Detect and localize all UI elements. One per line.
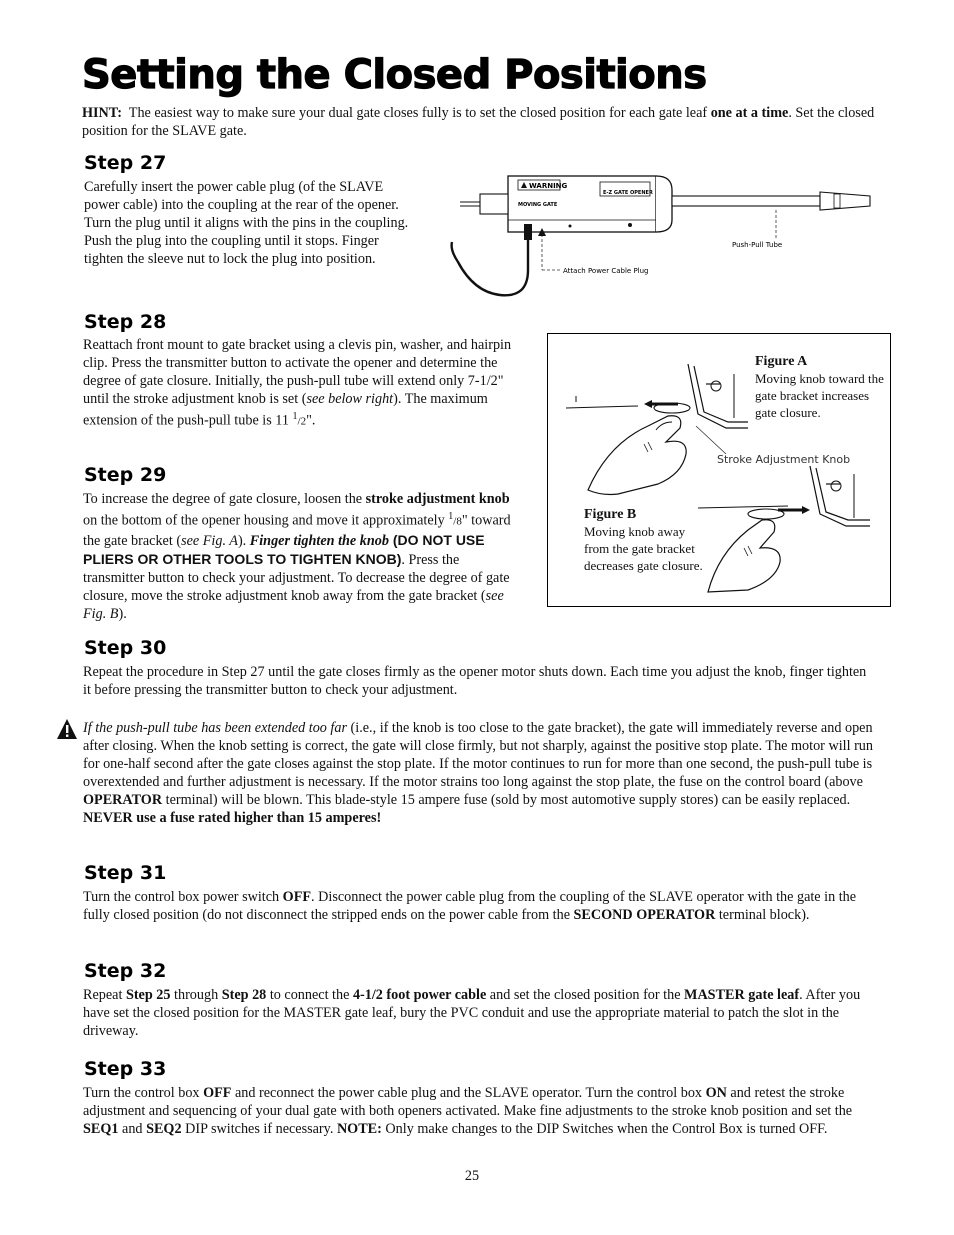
- step-33-t1: Turn the control box: [83, 1085, 204, 1101]
- step-29-ref-b: see Fig. B: [83, 587, 504, 622]
- step-33-note: NOTE:: [336, 1121, 382, 1137]
- opener-illustration: [440, 170, 880, 305]
- step-32-t3: to connect the: [266, 987, 353, 1003]
- label-warning: WARNING: [529, 182, 568, 190]
- step-29-text: [83, 490, 515, 623]
- step-29-frac-num: 1: [448, 511, 454, 522]
- step-32-step25: Step 25: [125, 987, 171, 1003]
- step-32-t1: Repeat: [83, 987, 126, 1003]
- step-31-t1: Turn the control box power switch: [83, 889, 283, 905]
- warning-icon: [56, 718, 78, 740]
- step-27-heading: Step 27: [84, 152, 167, 174]
- step-31-heading: Step 31: [84, 862, 167, 884]
- figure-b-caption: Moving knob away from the gate bracket decreases gate closure.: [584, 524, 703, 573]
- step-33-off: OFF: [203, 1085, 232, 1101]
- hint-text: The easiest way to make sure your dual gate closes fully is to set the closed position for each gate leaf: [128, 105, 708, 121]
- warning-fuse-rule: NEVER use a fuse rated higher than 15 amperes!: [83, 810, 382, 826]
- step-33-t6: Only make changes to the DIP Switches when the Control Box is turned OFF.: [381, 1121, 828, 1137]
- label-moving-gate: MOVING GATE: [518, 202, 558, 208]
- warning-t2: terminal) will be blown. This blade-style 15 ampere fuse (sold by most automotive supply stores) can be easily replaced.: [162, 792, 851, 808]
- step-33-text: [83, 1084, 873, 1138]
- step-33-t2: and reconnect the power cable plug and the SLAVE operator. Turn the control box: [231, 1085, 706, 1101]
- step-31-off: OFF: [282, 889, 312, 905]
- label-push-pull-tube: Push-Pull Tube: [732, 241, 783, 249]
- label-brand: E-Z GATE OPENER: [603, 190, 653, 196]
- power-cable: [452, 224, 532, 295]
- step-29-knob-term: stroke adjustment knob: [365, 491, 510, 507]
- step-29-heading: Step 29: [84, 464, 167, 486]
- step-32-heading: Step 32: [84, 960, 167, 982]
- plug-arrow: [538, 228, 560, 270]
- step-32-t4: and set the closed position for the: [486, 987, 685, 1003]
- warning-italic: If the push-pull tube has been extended too far: [83, 720, 347, 736]
- page-title: Setting the Closed Positions: [82, 52, 707, 98]
- figure-b-knob: [748, 506, 810, 519]
- figure-b-caption-block: [584, 507, 710, 574]
- figure-a-title: Figure A: [755, 354, 808, 369]
- step-32-t5: . After you have set the closed position for the MASTER gate leaf, bury the PVC conduit and use the appropriate material to patch the slot in the driveway.: [83, 987, 861, 1039]
- step-28-heading: Step 28: [84, 311, 167, 333]
- step-29-t2: on the bottom of the opener housing and move it approximately: [83, 512, 449, 529]
- warning-operator: OPERATOR: [83, 792, 163, 808]
- step-32-step28: Step 28: [221, 987, 267, 1003]
- step-29-frac-den: /8: [453, 515, 462, 528]
- step-29-caps-warning: (DO NOT USE PLIERS OR OTHER TOOLS TO TIGHTEN KNOB): [83, 531, 485, 567]
- step-33-seq1: SEQ1: [83, 1121, 119, 1137]
- step-33-heading: Step 33: [84, 1058, 167, 1080]
- step-31-t2: . Disconnect the power cable plug from the coupling of the SLAVE operator with the gate in the fully closed position (do not disconnect the stripped ends on the power cable from the: [83, 889, 857, 923]
- step-31-t3: terminal block).: [715, 907, 810, 923]
- page-number: 25: [464, 1168, 480, 1184]
- label-attach-plug: Attach Power Cable Plug: [563, 267, 649, 275]
- figure-a-hand: [588, 416, 686, 495]
- figure-b-bracket: [698, 466, 870, 526]
- figure-a-bracket: [566, 364, 748, 428]
- step-31-second-operator: SECOND OPERATOR: [573, 907, 716, 923]
- step-28-text: [83, 336, 513, 431]
- step-30-heading: Step 30: [84, 637, 167, 659]
- hint-text-end: . Set the closed position for the SLAVE gate.: [82, 105, 875, 139]
- step-32-master-leaf: MASTER gate leaf: [684, 987, 800, 1003]
- step-27-text: Carefully insert the power cable plug (of the SLAVE power cable) into the coupling at the rear of the opener. Turn the plug until it aligns with the pins in the coupling. Push the plug into the coupling until it stops. Finger tighten the sleeve nut to lock the plug into position.: [84, 179, 409, 267]
- figure-a-caption-block: [755, 354, 887, 421]
- hint-emphasis: one at a time: [710, 105, 789, 121]
- figure-a-caption: Moving knob toward the gate bracket increases gate closure.: [755, 371, 884, 420]
- step-28-frac-num: 1: [292, 411, 298, 422]
- step-28-italic: see below right: [306, 391, 394, 407]
- step-29-t3: " toward the gate bracket (: [83, 512, 511, 549]
- step-28-text-end: ".: [306, 412, 316, 429]
- step-32-t2: through: [170, 987, 222, 1003]
- step-28-text-a: Reattach front mount to gate bracket using a clevis pin, washer, and hairpin clip. Press the transmitter button to activate the opener and determine the degree of gate closure. Initially, the push-pull tube will extend only 7-1/2" until the stroke adjustment knob is set (: [83, 337, 512, 407]
- step-30-text: Repeat the procedure in Step 27 until the gate closes firmly as the opener motor shuts down. Each time you adjust the knob, finger tighten it before pressing the transmitter button to check your adjustment.: [83, 664, 867, 698]
- warning-text: [83, 719, 873, 827]
- step-32-text: [83, 986, 873, 1040]
- step-31-text: [83, 888, 873, 924]
- figure-b-hand: [708, 520, 780, 592]
- step-33-seq2: SEQ2: [146, 1121, 182, 1137]
- step-28-frac-den: /2: [297, 415, 307, 428]
- step-29-ref-a: see Fig. A: [181, 532, 238, 549]
- step-29-t5: . Press the transmitter button to check your adjustment. To decrease the degree of gate closure, move the stroke adjustment knob away from the gate bracket (: [83, 551, 510, 604]
- step-32-cable: 4-1/2 foot power cable: [352, 987, 487, 1003]
- step-29-t6: ).: [118, 605, 127, 622]
- figure-a-knob: [644, 400, 690, 413]
- knob-label: Stroke Adjustment Knob: [717, 453, 851, 466]
- step-33-t5: DIP switches if necessary.: [181, 1121, 337, 1137]
- step-29-t4: ).: [237, 532, 250, 549]
- hint-paragraph: [82, 104, 882, 140]
- step-29-t1: To increase the degree of gate closure, loosen the: [83, 491, 366, 507]
- warning-t1: (i.e., if the knob is too close to the gate bracket), the gate will immediately reverse and open after closing. When the knob setting is correct, the gate will close firmly, but not sharply, against the positive stop plate. The motor will run for one-half second after the gate closes against the stop plate. If the motor continues to run for more than one second, the push-pull tube is overextended and further adjustment is necessary. If the motor strains too long against the stop plate, the fuse on the control board (above: [83, 720, 873, 790]
- step-29-finger-tighten: Finger tighten the knob: [249, 532, 389, 549]
- step-33-t3: and retest the stroke adjustment and sequencing of your dual gate with both openers activated. Make fine adjustments to the stroke knob position and set the: [83, 1085, 853, 1119]
- figure-box: [547, 333, 891, 607]
- figure-b-title: Figure B: [584, 507, 637, 522]
- step-33-on: ON: [705, 1085, 727, 1101]
- hint-label: HINT:: [82, 105, 122, 121]
- step-33-t4: and: [118, 1121, 147, 1137]
- step-28-text-b: ). The maximum extension of the push-pull tube is 11: [83, 391, 488, 429]
